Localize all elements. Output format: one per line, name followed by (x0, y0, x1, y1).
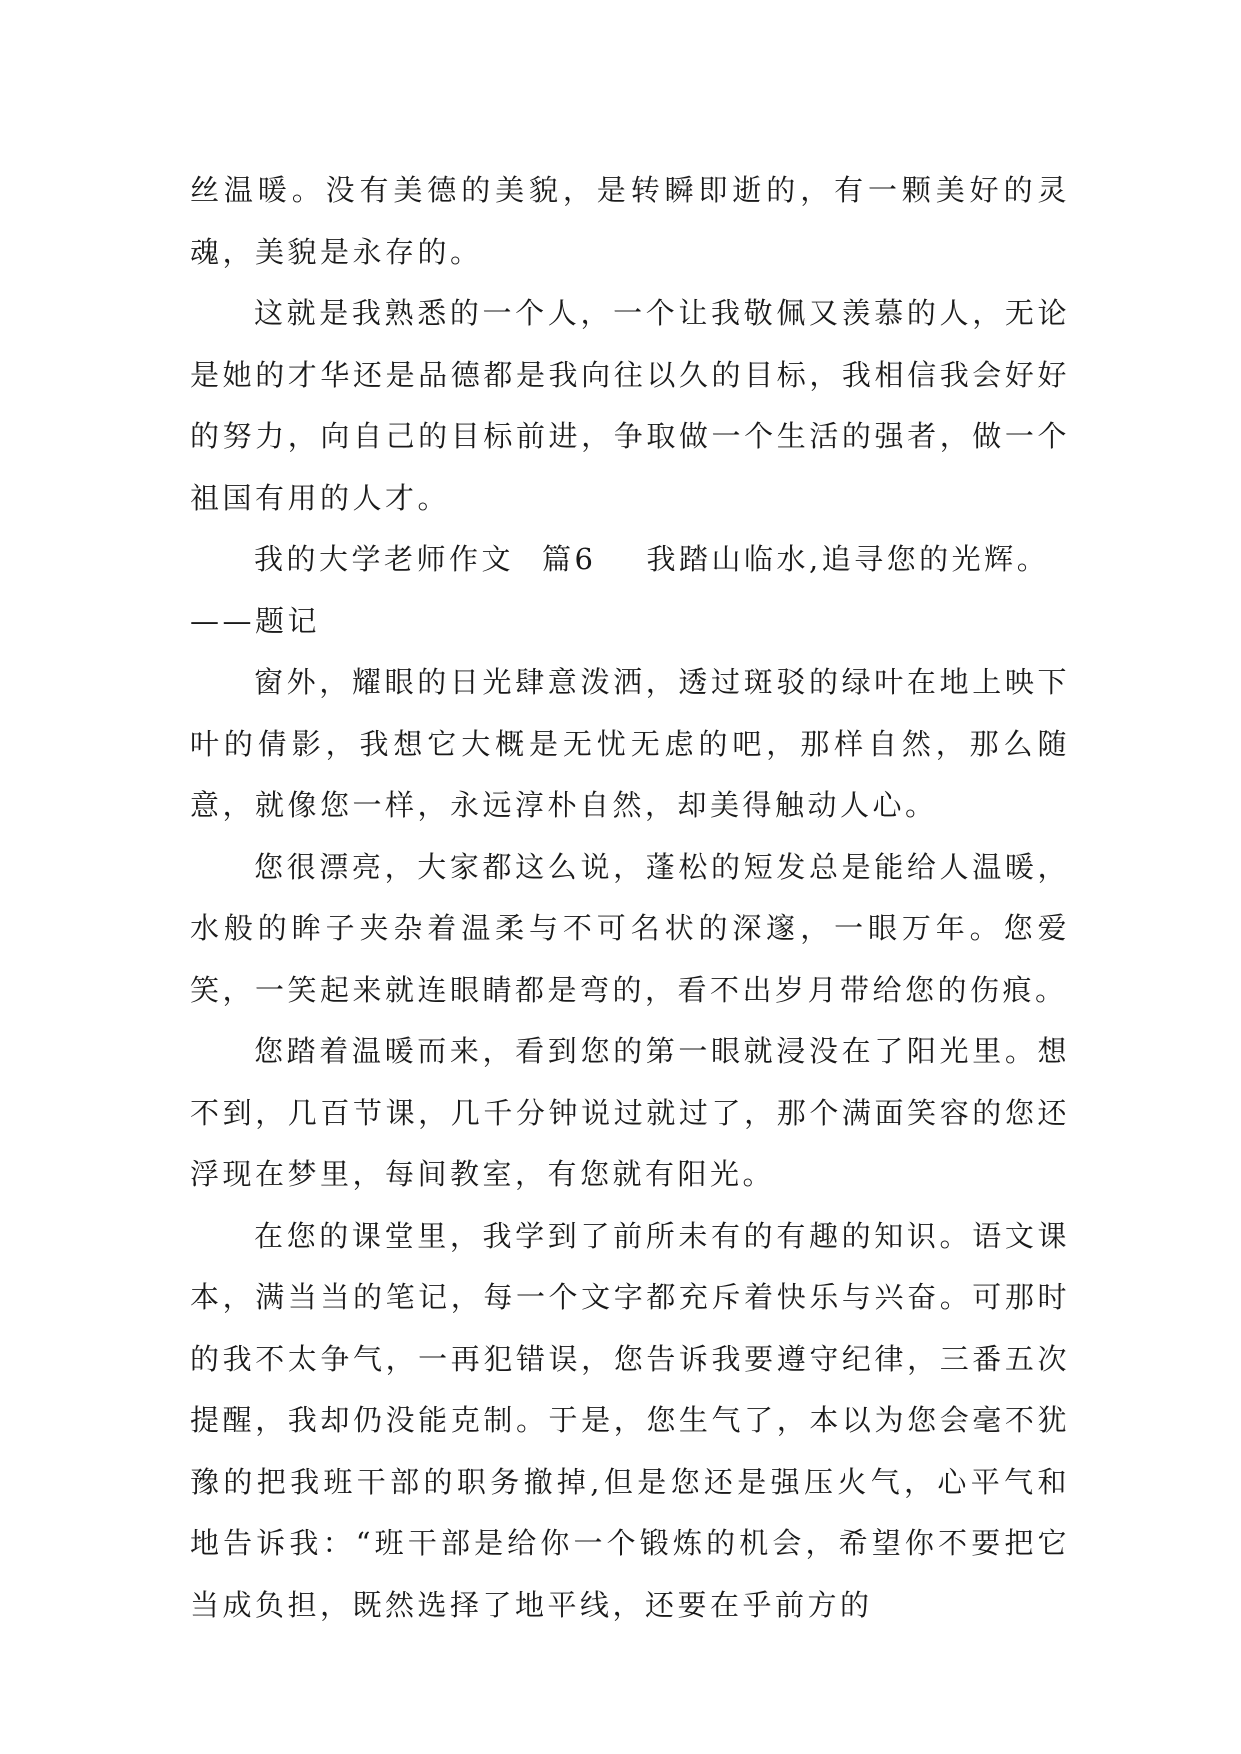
paragraph-continued: 丝温暖。没有美德的美貌，是转瞬即逝的，有一颗美好的灵魂，美貌是永存的。 (190, 173, 1070, 269)
body-paragraph: 窗外，耀眼的日光肆意泼洒，透过斑驳的绿叶在地上映下叶的倩影，我想它大概是无忧无虑的吧，那样自然，那么随意，就像您一样，永远淳朴自然，却美得触动人心。 (190, 665, 1070, 822)
body-paragraph: 在您的课堂里，我学到了前所未有的有趣的知识。语文课本，满当当的笔记，每一个文字都充斥着快乐与兴奋。可那时的我不太争气，一再犯错误，您告诉我要遵守纪律，三番五次提醒，我却仍没能克制。于是，您生气了，本以为您会毫不犹豫的把我班干部的职务撤掉,但是您还是强压火气，心平气和地告诉我：“班干部是给你一个锻炼的机会，希望你不要把它当成负担，既然选择了地平线，还要在乎前方的 (190, 1218, 1070, 1622)
essay-title: 我的大学老师作文 (254, 542, 515, 576)
essay-number: 篇6 (542, 542, 597, 576)
essay-epigraph: 我踏山临水,追寻您的光辉。 (646, 542, 1050, 576)
body-paragraph: 您很漂亮，大家都这么说，蓬松的短发总是能给人温暖，水般的眸子夹杂着温柔与不可名状的深邃，一眼万年。您爱笑，一笑起来就连眼睛都是弯的，看不出岁月带给您的伤痕。 (190, 849, 1070, 1007)
body-paragraph: 您踏着温暖而来，看到您的第一眼就浸没在了阳光里。想不到，几百节课，几千分钟说过就过了，那个满面笑容的您还浮现在梦里，每间教室，有您就有阳光。 (190, 1034, 1070, 1191)
epigraph-source: ——题记 (190, 603, 321, 638)
essay-heading (190, 529, 1070, 591)
document-body (190, 160, 1070, 1636)
paragraph-closing: 这就是我熟悉的一个人，一个让我敬佩又羡慕的人，无论是她的才华还是品德都是我向往以久的目标，我相信我会好好的努力，向自己的目标前进，争取做一个生活的强者，做一个祖国有用的人才。 (190, 296, 1070, 515)
